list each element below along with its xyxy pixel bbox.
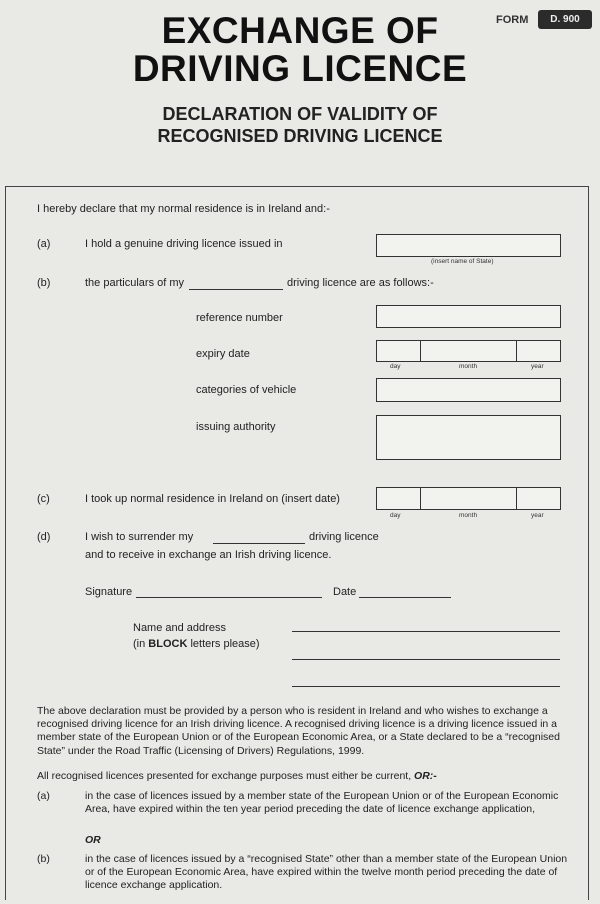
notes-item-a-marker: (a) xyxy=(37,790,50,802)
expiry-date-divider xyxy=(420,341,421,361)
notes-paragraph-1: The above declaration must be provided by a person who is resident in Ireland and who wishes to exchange a recognised driving licence for an Irish driving licence. A recognised driving licence is a driving licence issued in a member state of the European Union or of the European Economic Area, or a State declared to be a “recognised State” under the Road Traffic (Licensing of Drivers) Regulations, 1999. xyxy=(37,705,560,757)
residence-date-divider xyxy=(516,488,517,509)
reference-number-field[interactable] xyxy=(376,305,561,328)
residence-date-field[interactable] xyxy=(376,487,561,510)
form-code-badge: D. 900 xyxy=(538,10,592,29)
expiry-day-label: day xyxy=(390,363,401,370)
residence-day-label: day xyxy=(390,512,401,519)
name-address-hint-post: letters please) xyxy=(187,638,260,650)
form-label: FORM xyxy=(496,14,529,26)
title-line-2: DRIVING LICENCE xyxy=(132,48,468,89)
notes-item-b-text: in the case of licences issued by a “recognised State” other than a member state of the European Union or of the European Economic Area, have expired within the twelve month period preceding the date of licence exchange application. xyxy=(85,853,568,892)
item-c-text: I took up normal residence in Ireland on (insert date) xyxy=(85,493,340,505)
notes-or-word: OR xyxy=(85,834,101,846)
name-address-line-2[interactable] xyxy=(292,659,560,660)
residence-year-label: year xyxy=(531,512,544,519)
surrender-state-blank[interactable] xyxy=(213,543,305,544)
expiry-date-label: expiry date xyxy=(196,348,250,360)
name-address-hint-pre: (in xyxy=(133,638,149,650)
item-a-marker: (a) xyxy=(37,238,51,250)
state-name-hint: (insert name of State) xyxy=(431,258,494,265)
item-b-marker: (b) xyxy=(37,277,51,289)
state-name-field[interactable] xyxy=(376,234,561,257)
residence-month-label: month xyxy=(459,512,478,519)
signature-label: Signature xyxy=(85,586,133,598)
date-line[interactable] xyxy=(359,597,451,598)
expiry-date-field[interactable] xyxy=(376,340,561,362)
name-address-line-3[interactable] xyxy=(292,686,560,687)
item-b-text-after: driving licence are as follows:- xyxy=(287,277,434,289)
name-address-label: Name and address xyxy=(133,622,226,634)
item-c-marker: (c) xyxy=(37,493,50,505)
name-address-hint-bold: BLOCK xyxy=(148,638,188,650)
residence-date-divider xyxy=(420,488,421,509)
item-d-marker: (d) xyxy=(37,531,51,543)
name-address-line-1[interactable] xyxy=(292,631,560,632)
expiry-month-label: month xyxy=(459,363,478,370)
expiry-date-divider xyxy=(516,341,517,361)
reference-number-label: reference number xyxy=(196,312,283,324)
issuing-authority-label: issuing authority xyxy=(196,421,276,433)
subtitle-line-2: RECOGNISED DRIVING LICENCE xyxy=(157,126,443,146)
declaration-intro: I hereby declare that my normal residence is in Ireland and:- xyxy=(37,203,330,215)
notes-paragraph-2-text: All recognised licences presented for exchange purposes must either be current, xyxy=(37,770,415,782)
issuing-authority-field[interactable] xyxy=(376,415,561,460)
notes-or-heading: OR:- xyxy=(414,770,437,782)
item-a-text: I hold a genuine driving licence issued in xyxy=(85,238,283,250)
notes-item-a-text: in the case of licences issued by a member state of the European Union or of the European Economic Area, have expired within the ten year period preceding the date of licence exchange application, xyxy=(85,790,559,816)
licence-state-blank[interactable] xyxy=(189,289,283,290)
categories-field[interactable] xyxy=(376,378,561,402)
categories-label: categories of vehicle xyxy=(196,384,297,396)
notes-paragraph-2 xyxy=(37,770,567,783)
name-address-hint xyxy=(133,638,260,650)
title-line-1: EXCHANGE OF xyxy=(161,10,439,51)
expiry-year-label: year xyxy=(531,363,544,370)
item-d-text-before: I wish to surrender my xyxy=(85,531,194,543)
subtitle-line-1: DECLARATION OF VALIDITY OF xyxy=(162,104,438,124)
date-label: Date xyxy=(333,586,357,598)
item-d-line-2: and to receive in exchange an Irish driving licence. xyxy=(85,549,332,561)
item-b-text-before: the particulars of my xyxy=(85,277,185,289)
notes-item-b-marker: (b) xyxy=(37,853,50,865)
signature-line[interactable] xyxy=(136,597,322,598)
item-d-text-after: driving licence xyxy=(309,531,379,543)
